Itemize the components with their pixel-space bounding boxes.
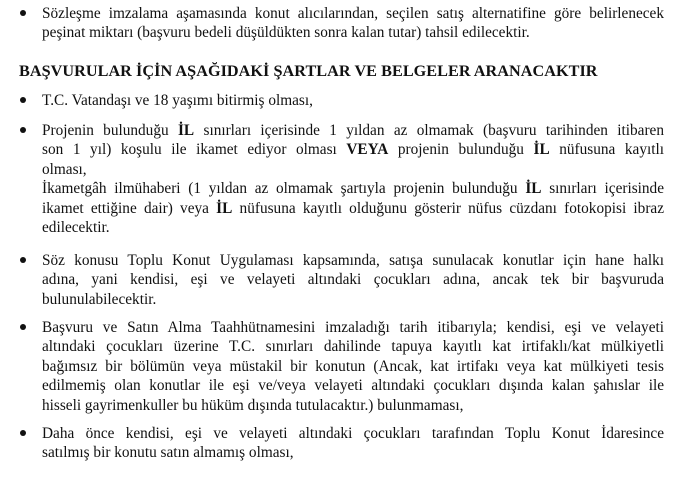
text-segment: nüfusuna kayıtlı olduğunu gösterir nüfus cüzdanı fotokopisi ibraz: [232, 199, 664, 217]
text-line: [42, 179, 664, 198]
text-line: Başvuru ve Satın Alma Taahhütnamesini imzaladığı tarih itibarıyla; kendisi, eşi ve velayeti: [42, 319, 664, 336]
text-segment: İkametgâh ilmühaberi (1 yıldan az olmamak şartıyla projenin bulunduğu: [42, 180, 526, 198]
text-line: adına, yani kendisi, eşi ve velayeti altındaki çocukları adına, ancak tek bir başvuruda: [42, 271, 664, 289]
text-line: olması,: [42, 160, 87, 178]
bullet-icon: [20, 257, 26, 263]
bullet-icon: [20, 324, 26, 330]
text-line: hisseli gayrimenkuller bu hüküm dışında tutulacaktır.) bulunmaması,: [42, 396, 464, 414]
text-line: [42, 121, 664, 140]
emphasis-text: İL: [216, 199, 233, 217]
emphasis-text: İL: [177, 122, 195, 139]
bullet-icon: [20, 127, 26, 133]
text-line: edilmemiş olan konutlar ile eşi ve/veya velayeti altındaki çocukları dışında kalan şahıslar ile: [42, 377, 664, 395]
list-item: [42, 318, 664, 415]
list-item: [42, 121, 664, 237]
text-segment: projenin bulunduğu: [388, 141, 534, 159]
text-segment: sınırları içerisinde: [541, 180, 664, 198]
text-segment: Projenin bulunduğu: [42, 122, 178, 139]
list-item: [42, 251, 664, 309]
text-segment: nüfusuna kayıtlı: [549, 141, 664, 159]
list-item: [42, 424, 664, 463]
bullet-icon: [20, 97, 26, 103]
text-line: satılmış bir konutu satın almamış olması,: [42, 444, 294, 462]
bullet-icon: [20, 430, 26, 436]
list-item: [42, 91, 664, 110]
text-line: [42, 140, 664, 159]
text-line: [42, 199, 664, 218]
section-heading: BAŞVURULAR İÇİN AŞAĞIDAKİ ŞARTLAR VE BELGELER ARANACAKTIR: [19, 62, 598, 80]
bullet-icon: [20, 10, 26, 16]
text-line: Söz konusu Toplu Konut Uygulaması kapsamında, satışa sunulacak konutlar için hane halkı: [42, 252, 664, 269]
text-segment: sınırları içerisinde 1 yıldan az olmamak (başvuru tarihinden itibaren: [194, 122, 664, 139]
text-line: Daha önce kendisi, eşi ve velayeti altındaki çocukları tarafından Toplu Konut İdaresince: [42, 425, 664, 442]
emphasis-text: İL: [525, 180, 542, 198]
text-line: bulunulabilecektir.: [42, 290, 157, 308]
text-line: Sözleşme imzalama aşamasında konut alıcılarından, seçilen satış alternatifine göre belirlenecek: [42, 5, 664, 22]
text-segment: ikamet ettiğine dair) veya: [42, 199, 217, 217]
text-line: edilecektir.: [42, 219, 110, 237]
text-line: peşinat miktarı (başvuru bedeli düşüldükten sonra kalan tutar) tahsil edilecektir.: [42, 24, 530, 42]
emphasis-text: VEYA: [346, 141, 389, 159]
text-segment: son 1 yıl) koşulu ile ikamet ediyor olması: [42, 141, 347, 159]
text-line: T.C. Vatandaşı ve 18 yaşımı bitirmiş olması,: [42, 92, 313, 109]
emphasis-text: İL: [533, 141, 550, 159]
list-item: [42, 4, 664, 43]
text-line: bağımsız bir bölümün veya müstakil bir konutun (Ancak, kat irtifakı veya kat mülkiyeti tesis: [42, 357, 664, 375]
text-line: altındaki çocukları üzerine T.C. sınırları dahilinde tapuya kayıtlı kat irtifaklı/kat mülkiyetli: [42, 338, 664, 356]
